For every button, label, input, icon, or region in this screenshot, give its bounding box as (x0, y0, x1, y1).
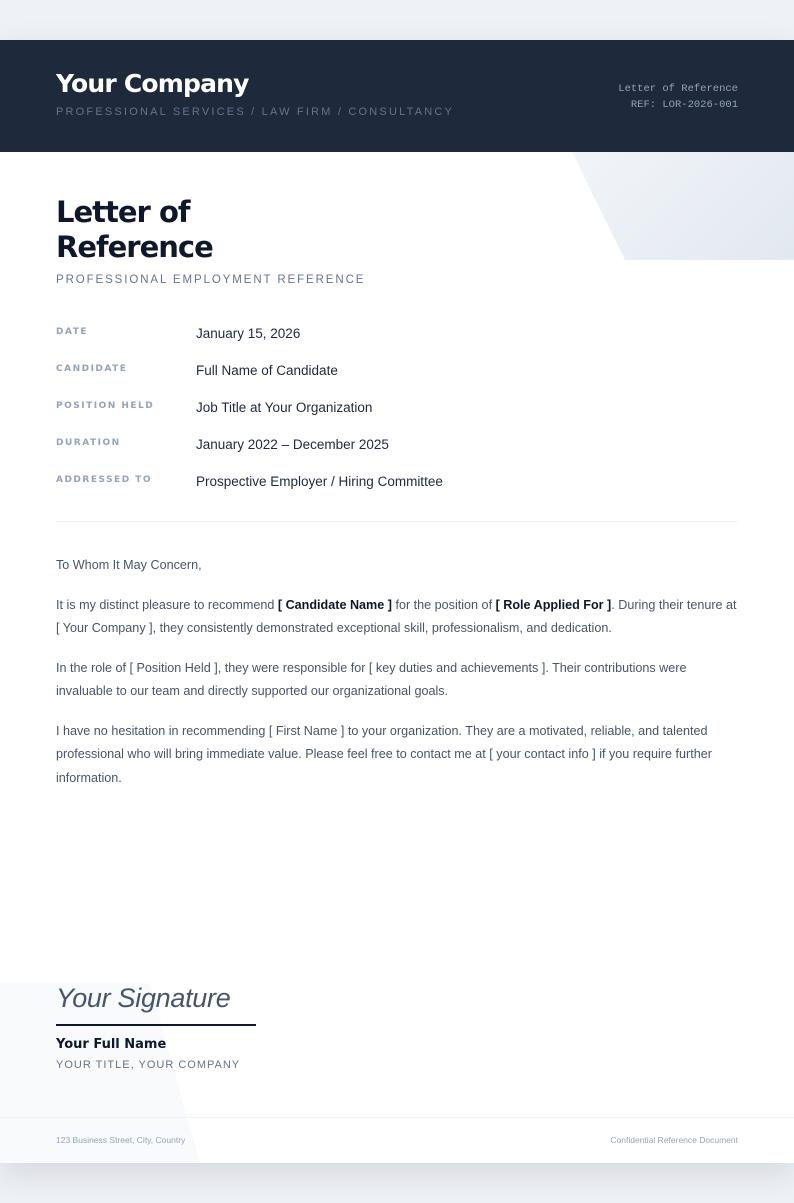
signer-title: YOUR TITLE, YOUR COMPANY (56, 1059, 241, 1071)
role-placeholder: [ Role Applied For ] (495, 597, 612, 612)
signature-line (56, 1024, 256, 1026)
detail-label: DATE (56, 327, 89, 337)
detail-label: CANDIDATE (56, 364, 128, 374)
paragraph-2: In the role of [ Position Held ], they were responsible for [ key duties and achievements ]. Their contributions were invaluable to our team and directly supported our organizational goals. (56, 660, 687, 699)
company-tagline: PROFESSIONAL SERVICES / LAW FIRM / CONSULTANCY (56, 106, 455, 118)
section-divider (56, 521, 738, 522)
paragraph-1 (56, 594, 738, 641)
detail-row-candidate (56, 359, 738, 396)
document-type: Letter of Reference (618, 83, 738, 95)
footer-address: 123 Business Street, City, Country (56, 1135, 186, 1145)
detail-label: DURATION (56, 438, 121, 448)
detail-value: Prospective Employer / Hiring Committee (196, 474, 443, 489)
detail-value: Job Title at Your Organization (196, 400, 373, 415)
document-meta (618, 81, 738, 113)
footer-divider (0, 1117, 794, 1118)
letterhead (0, 40, 794, 152)
salutation: To Whom It May Concern, (56, 558, 202, 572)
detail-label: POSITION HELD (56, 401, 155, 411)
detail-value: January 2022 – December 2025 (196, 437, 389, 452)
title-line-2: Reference (56, 230, 213, 264)
detail-row-addressed-to (56, 470, 738, 507)
candidate-name-placeholder: [ Candidate Name ] (277, 597, 392, 612)
reference-number: REF: LOR-2026-001 (630, 99, 738, 111)
text-span: . During their tenure at [ Your Company ], they consistently demonstrated exceptional skill, professionalism, and dedication. (56, 597, 737, 636)
details-table (56, 322, 738, 507)
decorative-shape-top-right (572, 152, 794, 260)
detail-value: January 15, 2026 (196, 326, 301, 341)
detail-label: ADDRESSED TO (56, 475, 153, 485)
detail-row-date (56, 322, 738, 359)
letter-body (56, 554, 738, 806)
company-name: Your Company (56, 69, 249, 98)
page-title (56, 195, 256, 265)
page-subtitle: PROFESSIONAL EMPLOYMENT REFERENCE (56, 274, 366, 286)
signer-name: Your Full Name (56, 1037, 167, 1052)
detail-value: Full Name of Candidate (196, 363, 338, 378)
footer-note: Confidential Reference Document (610, 1135, 738, 1145)
paragraph-3: I have no hesitation in recommending [ First Name ] to your organization. They are a motivated, reliable, and talented professional who will bring immediate value. Please feel free to contact me at [ your contact info ] if you require further information. (56, 723, 712, 785)
text-span: for the position of (391, 597, 496, 612)
letter-page (0, 40, 794, 1163)
text-span: It is my distinct pleasure to recommend (56, 597, 278, 612)
detail-row-duration (56, 433, 738, 470)
signature-script: Your Signature (56, 983, 231, 1013)
detail-row-position (56, 396, 738, 433)
title-line-1: Letter of (56, 195, 190, 229)
